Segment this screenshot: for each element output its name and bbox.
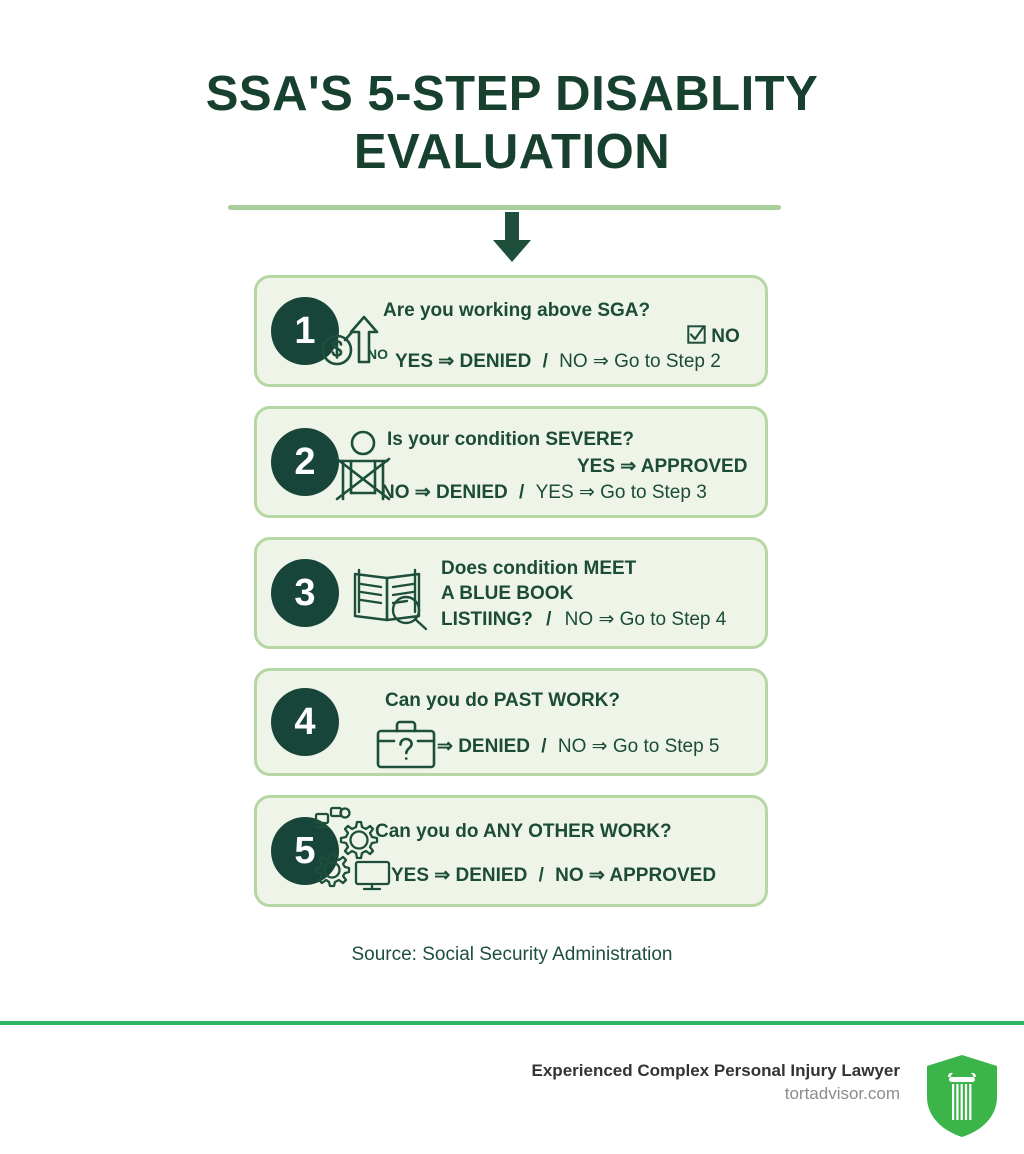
step-2-separator: /	[519, 482, 525, 503]
step-2-question: Is your condition SEVERE?	[387, 429, 635, 450]
step-4-outcomes	[437, 735, 720, 758]
step-card-2[interactable]	[254, 406, 768, 518]
step-3-outcome-no: NO ⇒ Go to Step 4	[564, 609, 727, 630]
disabled-person-icon	[331, 429, 395, 503]
step-3-question-line-2: A BLUE BOOK	[441, 583, 574, 604]
step-4-outcome-yes: ⇒ DENIED	[437, 736, 530, 757]
page-title-line-2: EVALUATION	[353, 124, 671, 179]
step-1-outcomes	[395, 350, 721, 373]
footer-tagline: Experienced Complex Personal Injury Lawyer	[531, 1061, 900, 1080]
step-4-separator: /	[541, 736, 547, 757]
step-3-outcomes	[441, 608, 726, 631]
step-2-outcomes	[381, 481, 707, 504]
step-2-outcome-no: NO ⇒ DENIED	[381, 482, 508, 503]
page-title	[0, 66, 1024, 182]
step-3-question-line-3: LISTIING?	[441, 609, 533, 630]
down-arrow-icon	[490, 212, 534, 264]
step-3-separator: /	[546, 609, 552, 630]
briefcase-question-icon	[375, 719, 437, 771]
book-search-icon	[349, 560, 431, 632]
step-3-question-line-1: Does condition MEET	[441, 558, 637, 579]
page-title-line-1: SSA'S 5-STEP DISABLITY	[205, 67, 819, 121]
step-number-badge-4: 4	[271, 688, 339, 756]
step-number-badge-3: 3	[271, 559, 339, 627]
step-number-badge-2: 2	[271, 428, 339, 496]
step-5-question: Can you do ANY OTHER WORK?	[375, 821, 672, 842]
step-1-icon-label	[367, 346, 388, 364]
gears-monitor-icon	[309, 804, 395, 892]
step-5-separator: /	[538, 865, 544, 886]
step-4-outcome-no: NO ⇒ Go to Step 5	[557, 736, 720, 757]
step-1-checkbox-group[interactable]	[687, 325, 740, 350]
step-5-outcomes	[391, 864, 716, 887]
step-2-outcome-yes: YES ⇒ Go to Step 3	[535, 482, 707, 503]
step-card-3[interactable]	[254, 537, 768, 649]
step-5-outcome-no: NO ⇒ APPROVED	[555, 865, 717, 886]
checked-checkbox-icon[interactable]	[687, 325, 706, 350]
footer-divider	[0, 1021, 1024, 1025]
step-card-1[interactable]	[254, 275, 768, 387]
step-card-4[interactable]	[254, 668, 768, 776]
source-attribution: Source: Social Security Administration	[351, 944, 673, 965]
steps-list	[254, 275, 768, 926]
footer-brand-text	[532, 1060, 900, 1106]
step-1-question: Are you working above SGA?	[383, 300, 651, 321]
title-divider	[228, 205, 781, 210]
step-4-question: Can you do PAST WORK?	[385, 690, 621, 711]
step-1-separator: /	[542, 351, 548, 372]
step-5-outcome-yes: YES ⇒ DENIED	[391, 865, 528, 886]
step-number-badge-1: 1	[271, 297, 339, 365]
shield-column-logo[interactable]	[924, 1053, 1000, 1139]
step-1-outcome-no: NO ⇒ Go to Step 2	[559, 351, 721, 372]
step-1-checkbox-label: NO	[711, 326, 740, 347]
step-2-approved-line: YES ⇒ APPROVED	[577, 456, 748, 477]
footer-website[interactable]: tortadvisor.com	[784, 1083, 900, 1103]
step-number-badge-5: 5	[271, 817, 339, 885]
step-1-icon-label-text: NO	[367, 346, 388, 362]
step-1-outcome-yes: YES ⇒ DENIED	[395, 351, 532, 372]
step-card-5[interactable]	[254, 795, 768, 907]
